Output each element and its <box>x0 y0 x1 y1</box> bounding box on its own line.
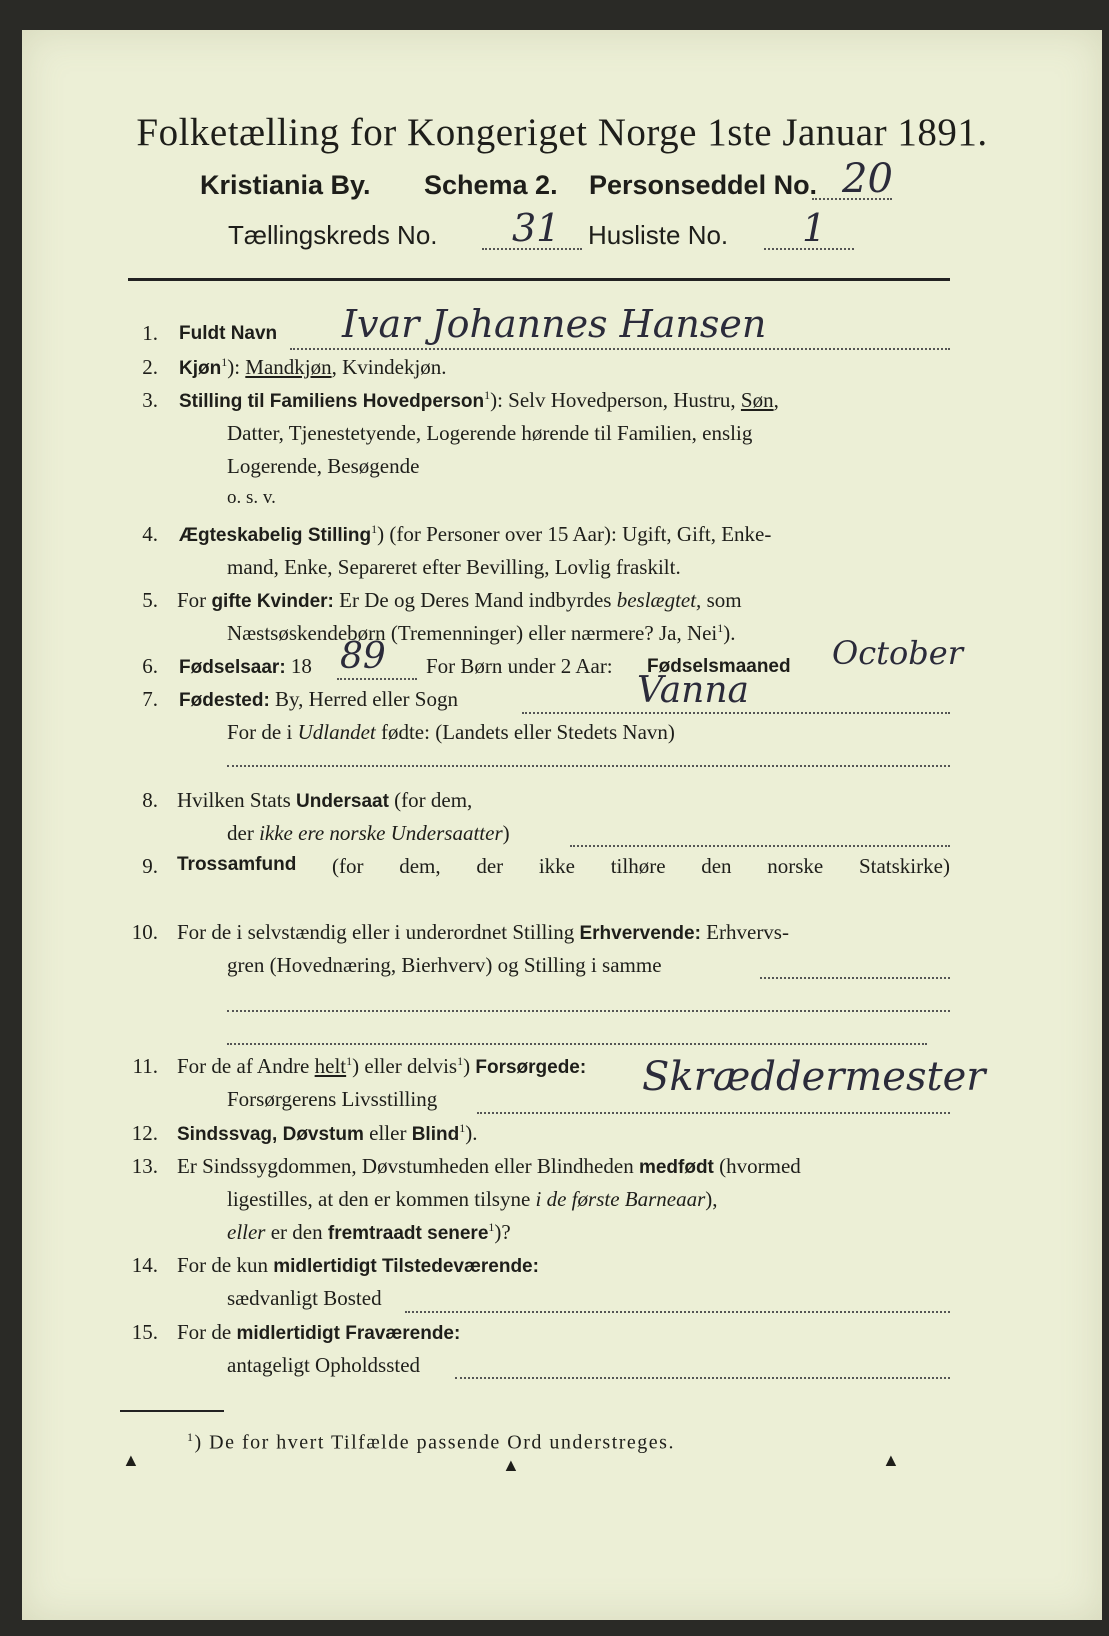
q5-line1 <box>177 588 742 613</box>
q14-dotted-line <box>405 1311 950 1313</box>
q13-line3-end: )? <box>494 1220 511 1244</box>
q7-foreign-dotted-line <box>227 765 950 767</box>
q4-number: 4. <box>142 522 158 546</box>
q15-dotted-line <box>455 1377 950 1379</box>
q12-end: ). <box>465 1121 478 1145</box>
q10-end: Erhvervs- <box>700 920 789 944</box>
q3-line4: o. s. v. <box>227 487 276 508</box>
q7-line2-rest: fødte: (Landets eller Stedets Navn) <box>375 720 675 744</box>
q15-line1 <box>177 1320 460 1345</box>
footnote-mark: 1 <box>187 1430 195 1444</box>
q10-number: 10. <box>131 920 158 944</box>
q7-line1 <box>179 687 458 712</box>
q9-line <box>177 854 950 879</box>
q13-line1 <box>177 1154 801 1179</box>
q13-line3-mid: er den <box>265 1220 328 1244</box>
q12-line <box>177 1121 477 1146</box>
q3-comma: , <box>773 388 779 412</box>
q9-word: dem, <box>399 854 441 878</box>
q6-number: 6. <box>142 654 158 678</box>
q8-line2-end: ) <box>502 821 510 845</box>
q9-number: 9. <box>142 854 158 878</box>
q9-word: tilhøre <box>610 854 666 878</box>
q5-text: Er De og Deres Mand indbyrdes <box>333 588 617 612</box>
q5-end: som <box>701 588 742 612</box>
q2-rest: ): <box>227 355 246 379</box>
q8-number: 8. <box>142 788 158 812</box>
q7-label: Fødested: <box>179 690 270 711</box>
q4-text: ) (for Personer over 15 Aar): Ugift, Gift, Enke- <box>377 522 772 546</box>
q14-label: midlertidigt Tilstedeværende: <box>273 1256 539 1277</box>
q1-label: Fuldt Navn <box>179 323 278 344</box>
q12-mid: eller <box>363 1121 412 1145</box>
q8-label: Undersaat <box>296 791 389 812</box>
header-divider <box>128 278 950 281</box>
q5-line2-text: Næstsøskendebørn (Tremenninger) eller nærmere? Ja, Nei <box>227 621 718 645</box>
q7-number: 7. <box>142 687 158 711</box>
q7-answer-birthplace: Vanna <box>637 670 749 711</box>
q8-line2 <box>227 821 510 846</box>
q12-number: 12. <box>131 1121 158 1145</box>
q11-number: 11. <box>132 1054 158 1078</box>
q13-line3-bold: fremtraadt senere <box>327 1223 489 1244</box>
q13-line2-pre: ligestilles, at den er kommen tilsyne <box>227 1187 536 1211</box>
q6-month-answer: October <box>832 634 963 672</box>
q6-year-dotted-line <box>337 678 417 680</box>
q11-footnote-mark: 1 <box>346 1054 353 1068</box>
q1-number: 1. <box>142 321 158 345</box>
q3-line2: Datter, Tjenestetyende, Logerende hørende til Familien, enslig <box>227 421 753 445</box>
q8-rest: (for dem, <box>388 788 473 812</box>
q5-line2 <box>227 621 736 646</box>
q8-line2-pre: der <box>227 821 260 845</box>
q7-line2 <box>227 720 675 745</box>
ornament-mark-left: ▲ <box>122 1450 140 1470</box>
q9-word: (for <box>332 854 364 878</box>
q3-footnote-mark: 1 <box>484 388 491 402</box>
city-label: Kristiania By. <box>200 170 371 200</box>
q4-line2: mand, Enke, Separeret efter Bevilling, Lovlig fraskilt. <box>227 555 681 579</box>
q5-italic: beslægtet, <box>616 588 702 612</box>
q12-label-2: Blind <box>411 1124 460 1145</box>
q10-pre: For de i selvstændig eller i underordnet Stilling <box>177 920 580 944</box>
q3-line3: Logerende, Besøgende <box>227 454 420 478</box>
ornament-mark-right: ▲ <box>882 1450 900 1470</box>
ornament-mark-center: ▲ <box>502 1455 520 1475</box>
q10-dotted-line-3 <box>227 1043 927 1045</box>
q11-line2: Forsørgerens Livsstilling <box>227 1087 438 1111</box>
q11-mid: ) eller delvis <box>352 1054 458 1078</box>
q9-word: der <box>476 854 504 878</box>
q6-year-prefix: 18 <box>290 654 312 678</box>
q8-line2-italic: ikke ere norske Undersaatter <box>259 821 503 845</box>
personseddel-number: 20 <box>842 156 893 202</box>
q4-label: Ægteskabelig Stilling <box>179 525 372 546</box>
q10-label: Erhvervende: <box>579 923 701 944</box>
q13-pre: Er Sindssygdommen, Døvstumheden eller Blindheden <box>177 1154 639 1178</box>
q4-footnote-mark: 1 <box>371 522 378 536</box>
q11-line1 <box>177 1054 586 1079</box>
q13-line3 <box>227 1220 511 1245</box>
q9-word: ikke <box>538 854 575 878</box>
q13-line2-italic: i de første Barneaar <box>535 1187 706 1211</box>
q14-line1 <box>177 1253 539 1278</box>
q2-number: 2. <box>142 355 158 379</box>
q3-selected-son: Søn <box>740 388 774 412</box>
q5-pre: For <box>177 588 212 612</box>
q6-month-label: Fødselsmaaned <box>647 656 791 677</box>
q15-label: midlertidigt Fraværende: <box>236 1323 461 1344</box>
q13-line2-end: ), <box>705 1187 718 1211</box>
q13-line2 <box>227 1187 718 1212</box>
q8-line1 <box>177 788 472 813</box>
q12-label-1: Sindssvag, Døvstum <box>177 1124 364 1145</box>
q6-label: Fødselsaar: <box>179 657 286 678</box>
q11-label: Forsørgede: <box>475 1057 587 1078</box>
q7-text: By, Herred eller Sogn <box>269 687 458 711</box>
footnote <box>187 1430 675 1455</box>
taellingskreds-label: Tællingskreds No. <box>228 220 438 250</box>
q12-footnote-mark: 1 <box>459 1121 466 1135</box>
q15-line2: antageligt Opholdssted <box>227 1353 421 1377</box>
q5-footnote-mark: 1 <box>717 621 724 635</box>
q15-number: 15. <box>131 1320 158 1344</box>
q2-footnote-mark: 1 <box>221 355 228 369</box>
q10-dotted-line-2 <box>227 1010 950 1012</box>
q11-dotted-line <box>477 1112 950 1114</box>
q6-mid: For Børn under 2 Aar: <box>426 654 613 678</box>
q8-dotted-line <box>570 845 950 847</box>
q3-options: ): Selv Hovedperson, Hustru, <box>490 388 741 412</box>
footnote-rule <box>120 1410 224 1412</box>
q5-number: 5. <box>142 588 158 612</box>
q1-answer-name: Ivar Johannes Hansen <box>342 302 767 346</box>
q8-pre: Hvilken Stats <box>177 788 296 812</box>
schema-label: Schema 2. <box>424 170 558 200</box>
q9-label: Trossamfund <box>177 854 297 875</box>
census-form-page <box>22 30 1102 1620</box>
q13-end: (hvormed <box>713 1154 801 1178</box>
q5-line2-end: ). <box>723 621 736 645</box>
q1-dotted-line <box>290 348 950 350</box>
q14-number: 14. <box>131 1253 158 1277</box>
q14-line2: sædvanligt Bosted <box>227 1286 382 1310</box>
form-title: Folketælling for Kongeriget Norge 1ste Januar 1891. <box>136 111 988 154</box>
q13-footnote-mark: 1 <box>488 1220 495 1234</box>
q11-footnote-mark-2: 1 <box>457 1054 464 1068</box>
q11-helt-underlined: helt <box>314 1054 347 1078</box>
q14-pre: For de kun <box>177 1253 274 1277</box>
personseddel-label: Personseddel No. <box>589 170 818 200</box>
husliste-label: Husliste No. <box>588 220 729 250</box>
q9-word: norske <box>767 854 824 878</box>
footnote-text: ) De for hvert Tilfælde passende Ord understreges. <box>194 1431 675 1454</box>
q4-line1 <box>179 522 771 547</box>
q2-label: Kjøn <box>179 358 222 379</box>
q5-label: gifte Kvinder: <box>211 591 334 612</box>
q11-mid2: ) <box>463 1054 476 1078</box>
husliste-number: 1 <box>802 206 827 250</box>
q2-option-mandkjon-underlined: Mandkjøn <box>245 355 332 379</box>
q7-line2-pre: For de i <box>227 720 298 744</box>
q6-year-answer: 89 <box>340 636 386 677</box>
q7-line2-italic: Udlandet <box>297 720 376 744</box>
q15-pre: For de <box>177 1320 237 1344</box>
q13-line3-italic: eller <box>227 1220 266 1244</box>
q3-label: Stilling til Familiens Hovedperson <box>179 391 485 412</box>
q11-answer-occupation: Skræddermester <box>642 1054 986 1100</box>
q10-line1 <box>177 920 789 945</box>
q3-number: 3. <box>142 388 158 412</box>
q6-line <box>179 654 312 679</box>
q3-line1 <box>179 388 779 413</box>
q10-dotted-line-1 <box>760 977 950 979</box>
q7-dotted-line <box>522 712 950 714</box>
q9-word: Statskirke) <box>858 854 950 878</box>
q9-word: den <box>701 854 732 878</box>
q13-label: medfødt <box>638 1157 714 1178</box>
q11-pre: For de af Andre <box>177 1054 315 1078</box>
q13-number: 13. <box>131 1154 158 1178</box>
q10-line2: gren (Hovednæring, Bierhverv) og Stilling i samme <box>227 953 662 977</box>
taellingskreds-number: 31 <box>512 206 561 250</box>
q2-line <box>179 355 447 380</box>
q2-option-kvindekjon: , Kvindekjøn. <box>331 355 447 379</box>
